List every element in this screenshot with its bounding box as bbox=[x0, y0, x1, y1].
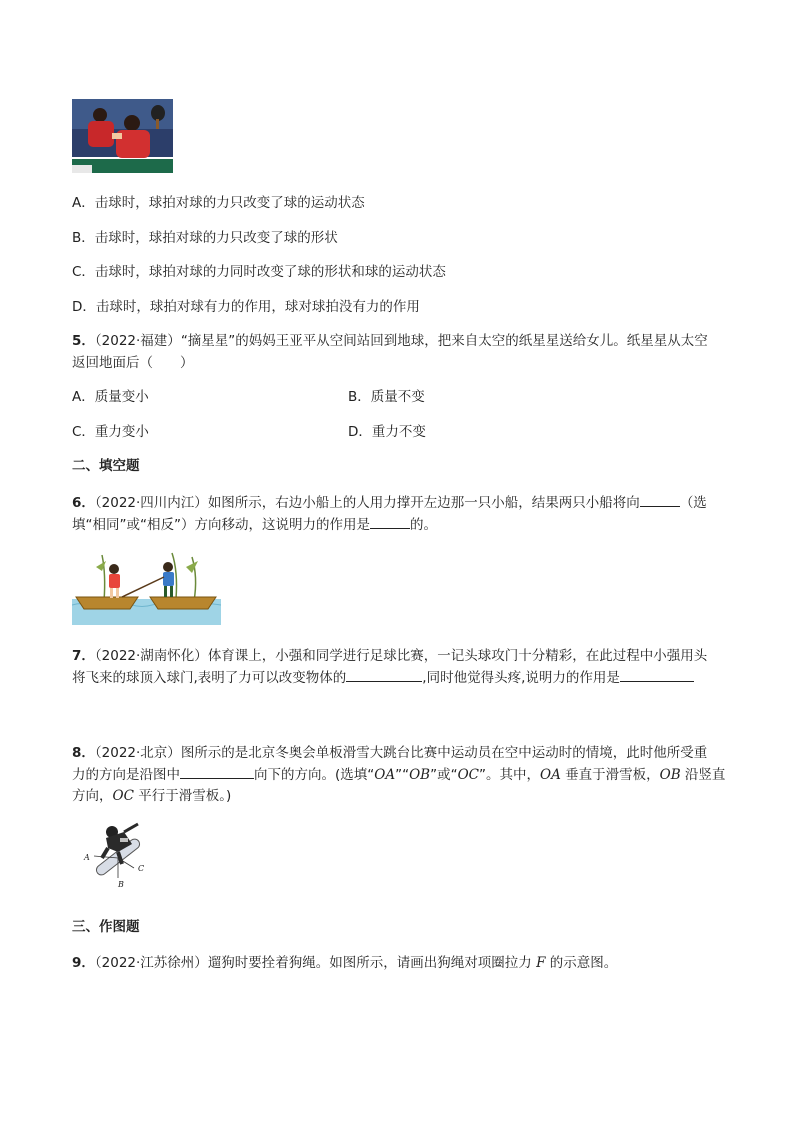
q7-number: 7． bbox=[72, 648, 95, 664]
q8-line3 bbox=[72, 786, 231, 806]
q8-text-1: 图所示的是北京冬奥会单板滑雪大跳台比赛中运动员在空中运动时的情境，此时他所受重 bbox=[180, 745, 708, 761]
snowboard-label-a: A bbox=[84, 853, 90, 862]
q4-option-d: D．击球时，球拍对球有力的作用，球对球拍没有力的作用 bbox=[72, 299, 420, 315]
snowboard-label-c: C bbox=[138, 864, 145, 873]
snowboard-figure bbox=[78, 818, 158, 890]
table-tennis-photo bbox=[72, 99, 173, 173]
q9-number: 9． bbox=[72, 955, 95, 971]
q8-blank[interactable] bbox=[180, 764, 254, 779]
q5-option-d: D．重力不变 bbox=[348, 424, 426, 440]
q6-blank-2[interactable] bbox=[370, 514, 410, 529]
q6-text-2b: 的。 bbox=[409, 517, 437, 533]
q6-source: （2022·四川内江） bbox=[94, 495, 208, 511]
q7-blank-2[interactable] bbox=[620, 667, 694, 682]
q5-option-b: B．质量不变 bbox=[348, 389, 425, 405]
q6-number: 6． bbox=[72, 495, 95, 511]
q8-text-2a: 力的方向是沿图中 bbox=[72, 767, 180, 783]
q9-text-a: 遛狗时要拴着狗绳。如图所示，请画出狗绳对项圈拉力 bbox=[207, 955, 537, 971]
q4-option-b: B．击球时，球拍对球的力只改变了球的形状 bbox=[72, 230, 338, 246]
q4-option-c: C．击球时，球拍对球的力同时改变了球的形状和球的运动状态 bbox=[72, 264, 446, 280]
q5-line2: 返回地面后（ ） bbox=[72, 355, 194, 371]
q8-oa: OA bbox=[374, 767, 396, 783]
q5-source: （2022·福建） bbox=[94, 333, 181, 349]
q5-option-c: C．重力变小 bbox=[72, 424, 149, 440]
q6-blank-1[interactable] bbox=[640, 492, 680, 507]
q8-oa2: OA bbox=[540, 767, 561, 783]
q9-force-f: F bbox=[536, 955, 546, 971]
q7-line1 bbox=[72, 646, 707, 666]
q9-text-b: 的示意图。 bbox=[545, 955, 618, 971]
q8-text-2e: 沿竖直 bbox=[680, 767, 726, 783]
q5-number: 5． bbox=[72, 333, 95, 349]
q8-oc: OC bbox=[457, 767, 479, 783]
q8-text-2d: 垂直于滑雪板， bbox=[560, 767, 660, 783]
q6-text-1a: 如图所示，右边小船上的人用力撑开左边那一只小船，结果两只小船将向 bbox=[207, 495, 640, 511]
q7-text-2a: 将飞来的球顶入球门,表明了力可以改变物体的 bbox=[72, 670, 347, 686]
q6-line1 bbox=[72, 492, 707, 513]
q8-source: （2022·北京） bbox=[94, 745, 181, 761]
boats-figure bbox=[72, 549, 221, 625]
snowboard-label-b: B bbox=[118, 880, 124, 889]
q8-ob2: OB bbox=[659, 767, 681, 783]
q5-line1 bbox=[72, 331, 708, 351]
q8-text-3b: 平行于滑雪板。) bbox=[133, 788, 232, 804]
q6-line2 bbox=[72, 514, 437, 535]
q8-sep1: ”“ bbox=[395, 767, 410, 783]
q9-line1 bbox=[72, 953, 617, 973]
q4-option-a: A．击球时，球拍对球的力只改变了球的运动状态 bbox=[72, 195, 365, 211]
q8-text-2c: ”。其中， bbox=[479, 767, 540, 783]
q5-text-1: “摘星星”的妈妈王亚平从空间站回到地球，把来自太空的纸星星送给女儿。纸星星从太空 bbox=[180, 333, 708, 349]
q8-line2 bbox=[72, 764, 725, 785]
q8-oc2: OC bbox=[112, 788, 134, 804]
q6-text-2a: 填“相同”或“相反”）方向移动，这说明力的作用是 bbox=[72, 517, 370, 533]
q5-option-a: A．质量变小 bbox=[72, 389, 149, 405]
q8-number: 8． bbox=[72, 745, 95, 761]
q7-line2 bbox=[72, 667, 694, 688]
q7-text-1: 体育课上，小强和同学进行足球比赛，一记头球攻门十分精彩，在此过程中小强用头 bbox=[207, 648, 708, 664]
q8-text-3a: 方向， bbox=[72, 788, 113, 804]
q6-text-1b: （选 bbox=[679, 495, 707, 511]
q7-blank-1[interactable] bbox=[346, 667, 422, 682]
q8-ob: OB bbox=[409, 767, 431, 783]
q8-line1 bbox=[72, 743, 707, 763]
section-title-fill-in: 二、填空题 bbox=[72, 458, 140, 474]
section-title-drawing: 三、作图题 bbox=[72, 919, 140, 935]
q8-text-2b: 向下的方向。(选填“ bbox=[254, 767, 375, 783]
q7-source: （2022·湖南怀化） bbox=[94, 648, 208, 664]
q8-sep2: ”或“ bbox=[430, 767, 458, 783]
q7-text-2b: ,同时他觉得头疼,说明力的作用是 bbox=[422, 670, 620, 686]
q9-source: （2022·江苏徐州） bbox=[94, 955, 208, 971]
